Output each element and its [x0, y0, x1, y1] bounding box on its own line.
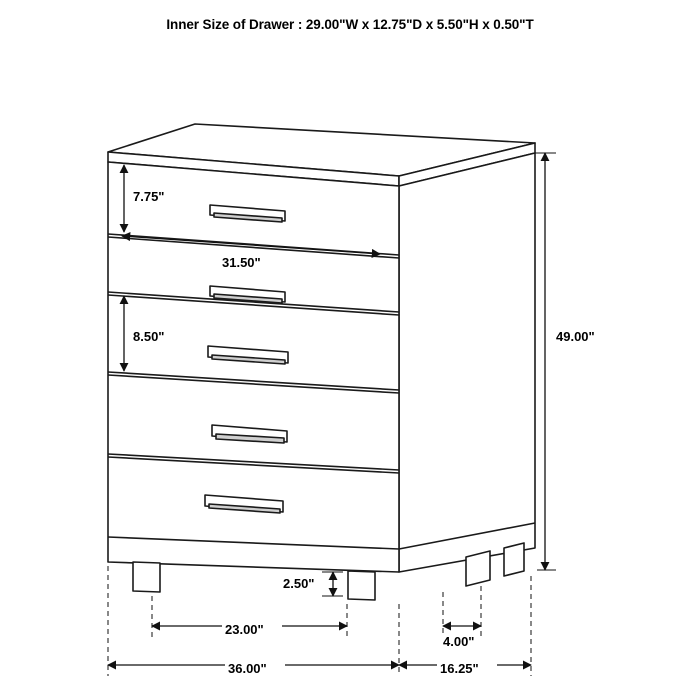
leg-front-right [348, 571, 375, 600]
dim-label-overall-width: 36.00" [228, 661, 267, 676]
leg-back-right-2 [504, 543, 524, 576]
dim-label-leg-height: 2.50" [283, 576, 315, 591]
dim-label-drawer-width: 31.50" [222, 255, 261, 270]
page-title: Inner Size of Drawer : 29.00"W x 12.75"D x 5.50"H x 0.50"T [166, 17, 534, 32]
leg-back-right [466, 551, 490, 586]
dim-label-leg-span: 23.00" [225, 622, 264, 637]
dim-label-overall-depth: 16.25" [440, 661, 479, 676]
dim-label-drawer-lower-height: 8.50" [133, 329, 165, 344]
right-side-panel [399, 153, 535, 572]
dim-label-leg-width: 4.00" [443, 634, 475, 649]
leg-front-left [133, 562, 160, 592]
dim-label-overall-height: 49.00" [556, 329, 595, 344]
dim-label-drawer-top-height: 7.75" [133, 189, 165, 204]
